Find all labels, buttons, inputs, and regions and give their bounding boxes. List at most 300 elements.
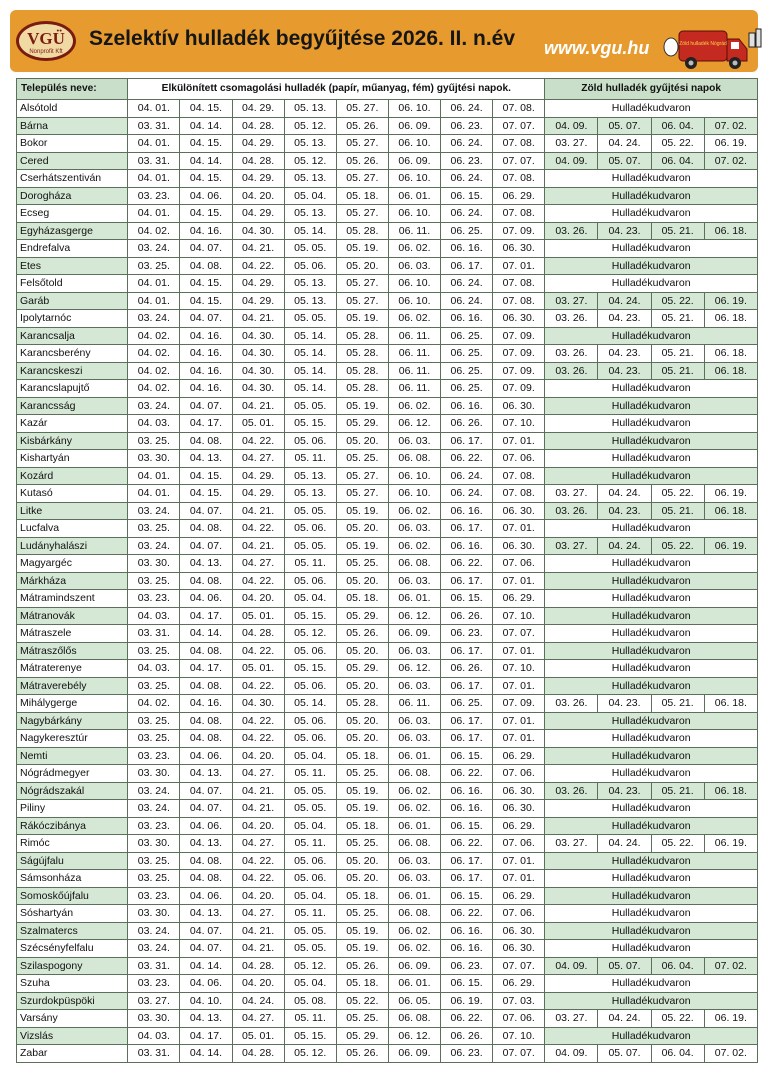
packaging-date-cell: 06. 12. [388,1027,440,1045]
green-waste-date-cell: 05. 07. [598,152,651,170]
packaging-date-cell: 06. 15. [441,747,493,765]
waste-yard-cell: Hulladékudvaron [545,887,758,905]
settlement-name: Mátraterenye [17,660,128,678]
packaging-date-cell: 03. 23. [128,747,180,765]
packaging-date-cell: 06. 22. [441,555,493,573]
packaging-date-cell: 05. 18. [336,187,388,205]
packaging-date-cell: 06. 03. [388,572,440,590]
packaging-date-cell: 07. 01. [493,870,545,888]
packaging-date-cell: 05. 05. [284,537,336,555]
packaging-date-cell: 06. 24. [441,485,493,503]
packaging-date-cell: 06. 10. [388,205,440,223]
packaging-date-cell: 04. 22. [232,572,284,590]
settlement-name: Egyházasgerge [17,222,128,240]
table-row [17,345,758,363]
packaging-date-cell: 05. 11. [284,835,336,853]
table-row [17,817,758,835]
green-waste-date-cell: 06. 19. [704,1010,757,1028]
table-row [17,432,758,450]
packaging-date-cell: 04. 08. [180,870,232,888]
packaging-date-cell: 06. 08. [388,450,440,468]
packaging-date-cell: 04. 07. [180,782,232,800]
packaging-date-cell: 06. 02. [388,502,440,520]
settlement-name: Magyargéc [17,555,128,573]
waste-yard-cell: Hulladékudvaron [545,205,758,223]
packaging-date-cell: 06. 29. [493,817,545,835]
green-waste-date-cell: 04. 09. [545,957,598,975]
packaging-date-cell: 07. 01. [493,730,545,748]
packaging-date-cell: 05. 26. [336,625,388,643]
waste-yard-cell: Hulladékudvaron [545,817,758,835]
packaging-date-cell: 04. 07. [180,310,232,328]
packaging-date-cell: 05. 27. [336,275,388,293]
packaging-date-cell: 06. 03. [388,870,440,888]
green-waste-date-cell: 07. 02. [704,1045,757,1063]
table-row [17,642,758,660]
packaging-date-cell: 04. 03. [128,607,180,625]
packaging-date-cell: 05. 13. [284,135,336,153]
packaging-date-cell: 04. 08. [180,432,232,450]
packaging-date-cell: 05. 14. [284,362,336,380]
packaging-date-cell: 05. 06. [284,852,336,870]
green-waste-date-cell: 04. 23. [598,502,651,520]
packaging-date-cell: 05. 12. [284,152,336,170]
settlement-name: Kisbárkány [17,432,128,450]
green-waste-date-cell: 03. 27. [545,1010,598,1028]
table-row [17,292,758,310]
packaging-date-cell: 04. 08. [180,642,232,660]
packaging-date-cell: 04. 13. [180,835,232,853]
packaging-date-cell: 04. 14. [180,117,232,135]
packaging-date-cell: 06. 09. [388,957,440,975]
packaging-date-cell: 04. 28. [232,1045,284,1063]
waste-yard-cell: Hulladékudvaron [545,712,758,730]
settlement-name: Nógrádszakál [17,782,128,800]
table-row [17,135,758,153]
packaging-date-cell: 06. 22. [441,450,493,468]
header-band [10,10,758,72]
packaging-date-cell: 06. 26. [441,660,493,678]
packaging-date-cell: 07. 09. [493,362,545,380]
packaging-date-cell: 03. 25. [128,520,180,538]
packaging-date-cell: 04. 02. [128,695,180,713]
packaging-date-cell: 04. 01. [128,170,180,188]
packaging-date-cell: 05. 06. [284,730,336,748]
packaging-date-cell: 03. 30. [128,835,180,853]
packaging-date-cell: 06. 11. [388,222,440,240]
settlement-name: Ságújfalu [17,852,128,870]
packaging-date-cell: 04. 08. [180,257,232,275]
settlement-name: Sóshartyán [17,905,128,923]
table-row [17,257,758,275]
green-waste-date-cell: 07. 02. [704,152,757,170]
green-waste-date-cell: 04. 23. [598,222,651,240]
packaging-date-cell: 04. 07. [180,537,232,555]
table-row [17,747,758,765]
packaging-date-cell: 05. 25. [336,765,388,783]
table-row [17,555,758,573]
packaging-date-cell: 05. 06. [284,642,336,660]
packaging-date-cell: 06. 30. [493,940,545,958]
packaging-date-cell: 06. 29. [493,887,545,905]
packaging-date-cell: 07. 01. [493,572,545,590]
green-waste-date-cell: 04. 23. [598,695,651,713]
packaging-date-cell: 07. 08. [493,205,545,223]
green-waste-date-cell: 04. 09. [545,117,598,135]
waste-yard-cell: Hulladékudvaron [545,1027,758,1045]
packaging-date-cell: 06. 15. [441,887,493,905]
packaging-date-cell: 04. 06. [180,975,232,993]
packaging-date-cell: 05. 28. [336,222,388,240]
waste-yard-cell: Hulladékudvaron [545,467,758,485]
packaging-date-cell: 05. 13. [284,205,336,223]
waste-yard-cell: Hulladékudvaron [545,415,758,433]
settlement-name: Cered [17,152,128,170]
settlement-name: Márkháza [17,572,128,590]
logo-mark: VGÜ [27,29,65,48]
packaging-date-cell: 06. 17. [441,677,493,695]
table-row [17,712,758,730]
packaging-date-cell: 04. 22. [232,257,284,275]
green-waste-date-cell: 03. 26. [545,362,598,380]
packaging-date-cell: 04. 08. [180,730,232,748]
table-row [17,310,758,328]
packaging-date-cell: 05. 29. [336,415,388,433]
packaging-date-cell: 05. 20. [336,712,388,730]
waste-yard-cell: Hulladékudvaron [545,940,758,958]
packaging-date-cell: 05. 20. [336,432,388,450]
settlement-name: Nemti [17,747,128,765]
table-row [17,940,758,958]
packaging-date-cell: 06. 09. [388,625,440,643]
packaging-date-cell: 05. 11. [284,450,336,468]
packaging-date-cell: 03. 30. [128,765,180,783]
packaging-date-cell: 05. 15. [284,415,336,433]
packaging-date-cell: 03. 31. [128,957,180,975]
packaging-date-cell: 03. 30. [128,555,180,573]
packaging-date-cell: 06. 01. [388,747,440,765]
packaging-date-cell: 06. 03. [388,730,440,748]
packaging-date-cell: 07. 01. [493,432,545,450]
green-waste-date-cell: 06. 18. [704,502,757,520]
packaging-date-cell: 05. 05. [284,922,336,940]
green-waste-date-cell: 07. 02. [704,957,757,975]
packaging-date-cell: 07. 08. [493,275,545,293]
packaging-date-cell: 04. 14. [180,957,232,975]
packaging-date-cell: 05. 15. [284,607,336,625]
packaging-date-cell: 03. 25. [128,257,180,275]
packaging-date-cell: 06. 22. [441,835,493,853]
settlement-name: Dorogháza [17,187,128,205]
waste-yard-cell: Hulladékudvaron [545,607,758,625]
packaging-date-cell: 06. 05. [388,992,440,1010]
waste-yard-cell: Hulladékudvaron [545,852,758,870]
packaging-date-cell: 06. 17. [441,852,493,870]
packaging-date-cell: 07. 06. [493,1010,545,1028]
green-waste-date-cell: 03. 26. [545,222,598,240]
waste-yard-cell: Hulladékudvaron [545,730,758,748]
settlement-name: Cserhátszentiván [17,170,128,188]
packaging-date-cell: 05. 11. [284,765,336,783]
packaging-date-cell: 05. 27. [336,135,388,153]
green-waste-date-cell: 06. 19. [704,537,757,555]
packaging-date-cell: 06. 30. [493,922,545,940]
settlement-name: Szécsényfelfalu [17,940,128,958]
packaging-date-cell: 05. 20. [336,642,388,660]
table-row [17,502,758,520]
packaging-date-cell: 04. 15. [180,275,232,293]
packaging-date-cell: 04. 22. [232,677,284,695]
packaging-date-cell: 05. 19. [336,310,388,328]
packaging-date-cell: 05. 12. [284,1045,336,1063]
packaging-date-cell: 06. 02. [388,240,440,258]
table-row [17,485,758,503]
packaging-date-cell: 06. 16. [441,782,493,800]
packaging-date-cell: 04. 01. [128,467,180,485]
waste-yard-cell: Hulladékudvaron [545,327,758,345]
packaging-date-cell: 06. 12. [388,607,440,625]
packaging-date-cell: 05. 04. [284,817,336,835]
packaging-date-cell: 05. 25. [336,555,388,573]
waste-yard-cell: Hulladékudvaron [545,765,758,783]
packaging-date-cell: 07. 06. [493,765,545,783]
packaging-date-cell: 07. 01. [493,677,545,695]
green-waste-date-cell: 04. 23. [598,310,651,328]
packaging-date-cell: 04. 03. [128,415,180,433]
settlement-name: Felsőtold [17,275,128,293]
packaging-date-cell: 04. 21. [232,940,284,958]
packaging-date-cell: 04. 03. [128,1027,180,1045]
website-link[interactable]: www.vgu.hu [544,38,650,58]
column-header-settlement: Település neve: [17,79,128,100]
packaging-date-cell: 04. 30. [232,380,284,398]
packaging-date-cell: 04. 08. [180,572,232,590]
packaging-date-cell: 07. 09. [493,327,545,345]
packaging-date-cell: 05. 19. [336,940,388,958]
packaging-date-cell: 04. 28. [232,152,284,170]
packaging-date-cell: 05. 05. [284,782,336,800]
green-waste-date-cell: 03. 27. [545,537,598,555]
settlement-name: Karancsberény [17,345,128,363]
packaging-date-cell: 06. 16. [441,502,493,520]
packaging-date-cell: 05. 25. [336,1010,388,1028]
packaging-date-cell: 06. 01. [388,187,440,205]
packaging-date-cell: 05. 08. [284,992,336,1010]
waste-yard-cell: Hulladékudvaron [545,660,758,678]
green-waste-date-cell: 03. 27. [545,135,598,153]
table-row [17,467,758,485]
packaging-date-cell: 06. 24. [441,135,493,153]
packaging-date-cell: 05. 25. [336,450,388,468]
packaging-date-cell: 05. 13. [284,467,336,485]
packaging-date-cell: 05. 27. [336,170,388,188]
packaging-date-cell: 03. 24. [128,502,180,520]
packaging-date-cell: 05. 05. [284,940,336,958]
packaging-date-cell: 04. 29. [232,467,284,485]
packaging-date-cell: 03. 23. [128,975,180,993]
waste-yard-cell: Hulladékudvaron [545,555,758,573]
waste-yard-cell: Hulladékudvaron [545,572,758,590]
waste-yard-cell: Hulladékudvaron [545,677,758,695]
packaging-date-cell: 04. 17. [180,660,232,678]
packaging-date-cell: 07. 07. [493,1045,545,1063]
table-row [17,625,758,643]
settlement-name: Karancskeszi [17,362,128,380]
packaging-date-cell: 04. 08. [180,852,232,870]
packaging-date-cell: 04. 17. [180,607,232,625]
table-row [17,765,758,783]
packaging-date-cell: 04. 06. [180,817,232,835]
table-row [17,852,758,870]
packaging-date-cell: 04. 14. [180,152,232,170]
waste-yard-cell: Hulladékudvaron [545,100,758,118]
packaging-date-cell: 07. 08. [493,100,545,118]
packaging-date-cell: 05. 28. [336,695,388,713]
settlement-name: Bárna [17,117,128,135]
packaging-date-cell: 06. 02. [388,940,440,958]
packaging-date-cell: 04. 15. [180,205,232,223]
table-row [17,275,758,293]
packaging-date-cell: 07. 07. [493,625,545,643]
packaging-date-cell: 05. 20. [336,677,388,695]
green-waste-date-cell: 05. 22. [651,537,704,555]
packaging-date-cell: 06. 01. [388,590,440,608]
column-header-green-waste: Zöld hulladék gyűjtési napok [545,79,758,100]
packaging-date-cell: 05. 04. [284,187,336,205]
settlement-name: Nagybárkány [17,712,128,730]
packaging-date-cell: 07. 08. [493,135,545,153]
settlement-name: Nagykeresztúr [17,730,128,748]
packaging-date-cell: 04. 15. [180,485,232,503]
packaging-date-cell: 04. 13. [180,1010,232,1028]
packaging-date-cell: 05. 06. [284,432,336,450]
table-header-row [17,79,758,100]
packaging-date-cell: 07. 07. [493,117,545,135]
table-row [17,537,758,555]
packaging-date-cell: 04. 02. [128,380,180,398]
packaging-date-cell: 05. 20. [336,572,388,590]
waste-yard-cell: Hulladékudvaron [545,397,758,415]
packaging-date-cell: 04. 30. [232,222,284,240]
packaging-date-cell: 06. 30. [493,800,545,818]
packaging-date-cell: 06. 16. [441,922,493,940]
packaging-date-cell: 05. 01. [232,660,284,678]
packaging-date-cell: 04. 20. [232,187,284,205]
settlement-name: Mátraszele [17,625,128,643]
table-row [17,362,758,380]
packaging-date-cell: 06. 17. [441,572,493,590]
green-waste-date-cell: 05. 22. [651,485,704,503]
settlement-name: Mátramindszent [17,590,128,608]
packaging-date-cell: 04. 21. [232,502,284,520]
packaging-date-cell: 04. 07. [180,922,232,940]
packaging-date-cell: 06. 25. [441,380,493,398]
packaging-date-cell: 06. 02. [388,537,440,555]
packaging-date-cell: 04. 01. [128,135,180,153]
packaging-date-cell: 07. 08. [493,170,545,188]
packaging-date-cell: 06. 16. [441,940,493,958]
packaging-date-cell: 06. 03. [388,520,440,538]
packaging-date-cell: 04. 27. [232,450,284,468]
packaging-date-cell: 05. 20. [336,520,388,538]
settlement-name: Kozárd [17,467,128,485]
green-waste-date-cell: 06. 04. [651,1045,704,1063]
page-title: Szelektív hulladék begyűjtése 2026. II. n.év [89,27,516,50]
packaging-date-cell: 04. 01. [128,100,180,118]
packaging-date-cell: 06. 03. [388,677,440,695]
packaging-date-cell: 07. 08. [493,292,545,310]
packaging-date-cell: 07. 06. [493,555,545,573]
packaging-date-cell: 05. 20. [336,257,388,275]
packaging-date-cell: 05. 19. [336,240,388,258]
packaging-date-cell: 04. 29. [232,170,284,188]
packaging-date-cell: 04. 13. [180,450,232,468]
packaging-date-cell: 06. 24. [441,170,493,188]
packaging-date-cell: 05. 01. [232,607,284,625]
packaging-date-cell: 03. 25. [128,852,180,870]
packaging-date-cell: 04. 06. [180,590,232,608]
packaging-date-cell: 06. 15. [441,590,493,608]
packaging-date-cell: 06. 10. [388,100,440,118]
settlement-name: Szurdokpüspöki [17,992,128,1010]
packaging-date-cell: 04. 27. [232,555,284,573]
table-row [17,117,758,135]
packaging-date-cell: 04. 22. [232,642,284,660]
packaging-date-cell: 06. 16. [441,310,493,328]
table-row [17,240,758,258]
packaging-date-cell: 06. 08. [388,555,440,573]
packaging-date-cell: 03. 30. [128,450,180,468]
packaging-date-cell: 06. 16. [441,800,493,818]
green-waste-date-cell: 06. 18. [704,310,757,328]
settlement-name: Karancslapujtő [17,380,128,398]
table-row [17,520,758,538]
packaging-date-cell: 04. 07. [180,502,232,520]
packaging-date-cell: 03. 25. [128,572,180,590]
packaging-date-cell: 06. 15. [441,187,493,205]
packaging-date-cell: 05. 29. [336,660,388,678]
packaging-date-cell: 07. 08. [493,485,545,503]
packaging-date-cell: 04. 20. [232,817,284,835]
packaging-date-cell: 04. 01. [128,205,180,223]
packaging-date-cell: 05. 05. [284,310,336,328]
packaging-date-cell: 04. 01. [128,485,180,503]
packaging-date-cell: 04. 13. [180,555,232,573]
packaging-date-cell: 06. 03. [388,432,440,450]
green-waste-date-cell: 06. 04. [651,957,704,975]
packaging-date-cell: 06. 26. [441,1027,493,1045]
green-waste-date-cell: 06. 04. [651,117,704,135]
settlement-name: Litke [17,502,128,520]
green-waste-date-cell: 05. 21. [651,782,704,800]
table-row [17,835,758,853]
packaging-date-cell: 03. 24. [128,397,180,415]
green-waste-date-cell: 05. 07. [598,117,651,135]
packaging-date-cell: 05. 05. [284,800,336,818]
packaging-date-cell: 03. 23. [128,590,180,608]
packaging-date-cell: 06. 23. [441,117,493,135]
packaging-date-cell: 04. 15. [180,170,232,188]
packaging-date-cell: 04. 21. [232,922,284,940]
settlement-name: Garáb [17,292,128,310]
packaging-date-cell: 04. 20. [232,887,284,905]
packaging-date-cell: 05. 15. [284,1027,336,1045]
packaging-date-cell: 07. 03. [493,992,545,1010]
green-waste-date-cell: 05. 22. [651,1010,704,1028]
green-waste-date-cell: 05. 21. [651,222,704,240]
packaging-date-cell: 05. 01. [232,415,284,433]
packaging-date-cell: 04. 21. [232,782,284,800]
